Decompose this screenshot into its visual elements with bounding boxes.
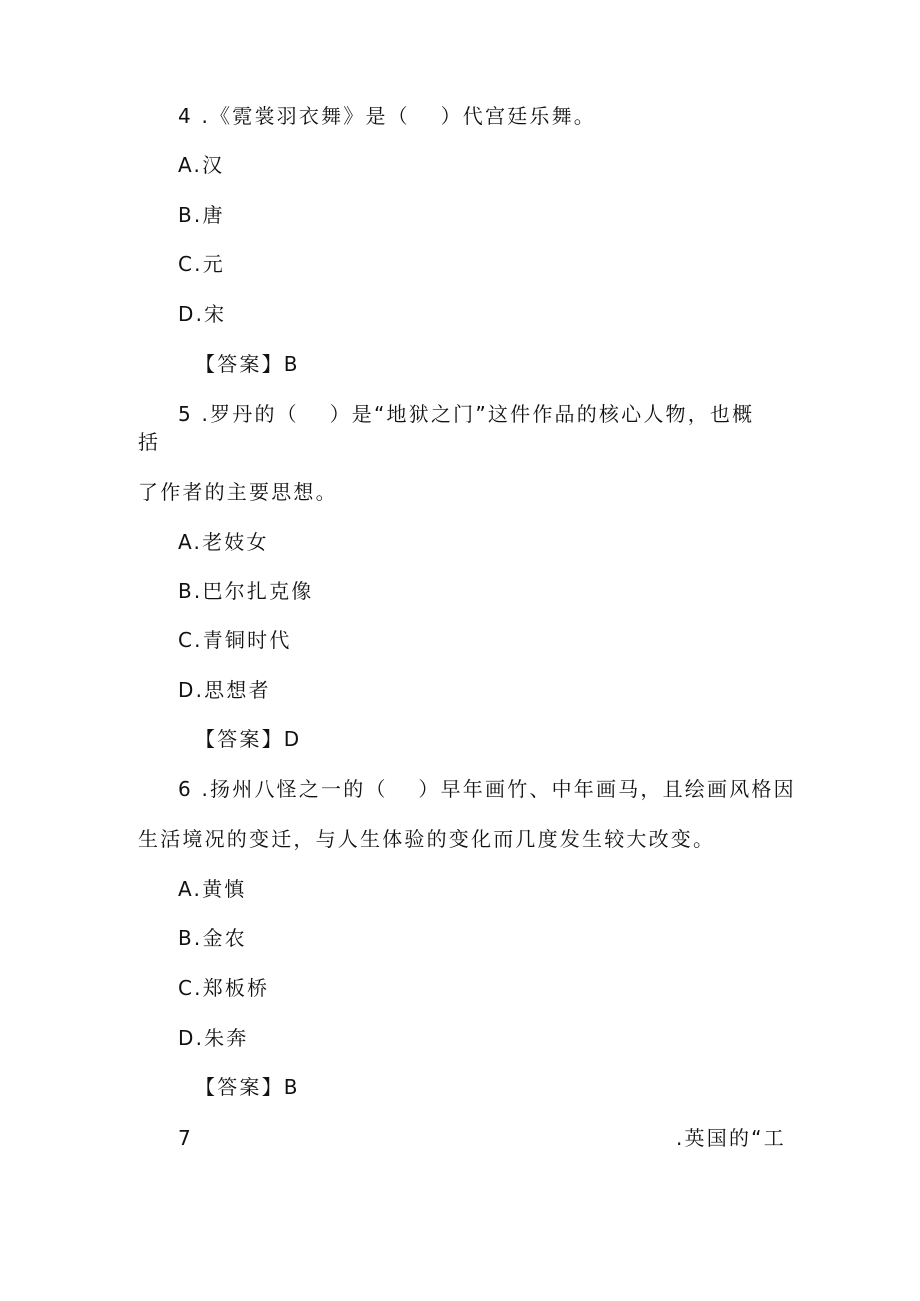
question-6-stem-line1: 6 .扬州八怪之一的（ ）早年画竹、中年画马，且绘画风格因: [178, 777, 796, 801]
question-5-stem-line2: 括: [138, 430, 161, 454]
question-4-stem: 4 .《霓裳羽衣舞》是（ ）代宫廷乐舞。: [178, 104, 596, 128]
question-6-answer: 【答案】B: [195, 1075, 300, 1099]
question-5-option-c: C.青铜时代: [178, 628, 292, 652]
question-5-stem-line3: 了作者的主要思想。: [138, 480, 338, 504]
question-6-option-c: C.郑板桥: [178, 976, 270, 1000]
question-6-option-d: D.朱奔: [178, 1026, 249, 1050]
question-4-option-b: B.唐: [178, 203, 225, 227]
question-5-option-d: D.思想者: [178, 678, 271, 702]
question-4-option-d: D.宋: [178, 302, 227, 326]
question-4-option-a: A.汉: [178, 153, 225, 177]
question-7-number: 7: [178, 1126, 193, 1150]
question-5-option-a: A.老妓女: [178, 530, 269, 554]
question-6-stem-line2: 生活境况的变迁，与人生体验的变化而几度发生较大改变。: [138, 827, 716, 851]
question-4-option-c: C.元: [178, 252, 225, 276]
question-5-option-b: B.巴尔扎克像: [178, 579, 314, 603]
question-6-option-b: B.金农: [178, 926, 247, 950]
question-5-answer: 【答案】D: [195, 727, 302, 751]
question-6-option-a: A.黄慎: [178, 877, 247, 901]
question-5-stem-line1: 5 .罗丹的（ ）是“地狱之门”这件作品的核心人物，也概: [178, 402, 755, 426]
question-4-answer: 【答案】B: [195, 352, 300, 376]
question-7-stem-fragment: .英国的“工: [676, 1126, 786, 1150]
